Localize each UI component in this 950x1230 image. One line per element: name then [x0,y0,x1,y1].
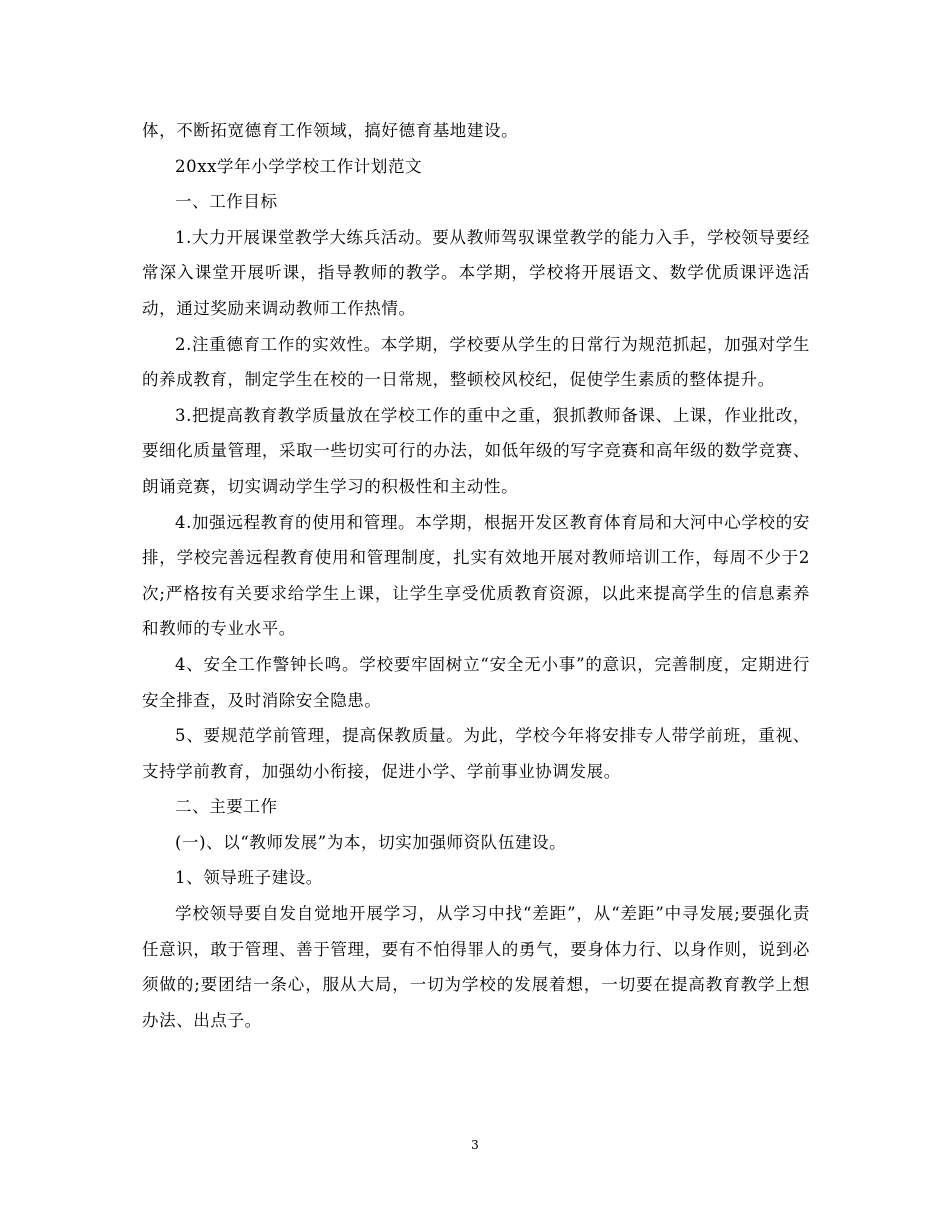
goal-item-safety: 4、安全工作警钟长鸣。学校要牢固树立“安全无小事”的意识，完善制度，定期进行安全排查，及时消除安全隐患。 [142,654,810,710]
goal-item-preschool: 5、要规范学前管理，提高保教质量。为此，学校今年将安排专人带学前班，重视、支持学前教育，加强幼小衔接，促进小学、学前事业协调发展。 [142,726,810,781]
goal-item-2: 2.注重德育工作的实效性。本学期，学校要从学生的日常行为规范抓起，加强对学生的养成教育，制定学生在校的一日常规，整顿校风校纪，促使学生素质的整体提升。 [142,334,810,390]
heading-work-goals: 一、工作目标 [175,192,278,212]
subheading-leadership: 1、领导班子建设。 [175,868,323,888]
document-section-title: 20xx学年小学学校工作计划范文 [175,156,423,176]
goal-item-4: 4.加强远程教育的使用和管理。本学期，根据开发区教育体育局和大河中心学校的安排，学校完善远程教育使用和管理制度，扎实有效地开展对教师培训工作，每周不少于2次;严格按有关要求给学生上课，让学生享受优质教育资源，以此来提高学生的信息素养和教师的专业水平。 [142,512,810,639]
paragraph-continuation: 体，不断拓宽德育工作领域，搞好德育基地建设。 [142,121,519,140]
paragraph-leadership: 学校领导要自发自觉地开展学习，从学习中找“差距”，从“差距”中寻发展;要强化责任意识，敢于管理、善于管理，要有不怕得罪人的勇气，要身体力行、以身作则，说到必须做的;要团结一条心，服从大局，一切为学校的发展着想，一切要在提高教育教学上想办法、出点子。 [142,904,810,1030]
page-number: 3 [471,1138,479,1152]
goal-item-3: 3.把提高教育教学质量放在学校工作的重中之重，狠抓教师备课、上课，作业批改，要细化质量管理，采取一些切实可行的办法，如低年级的写字竞赛和高年级的数学竞赛、朗诵竞赛，切实调动学生学习的积极性和主动性。 [142,405,810,496]
subheading-teacher-development: (一)、以“教师发展”为本，切实加强师资队伍建设。 [175,832,567,852]
document-body [142,113,810,1038]
heading-main-work: 二、主要工作 [175,797,278,817]
goal-item-1: 1.大力开展课堂教学大练兵活动。要从教师驾驭课堂教学的能力入手，学校领导要经常深入课堂开展听课，指导教师的教学。本学期，学校将开展语文、数学优质课评选活动，通过奖励来调动教师工作热情。 [142,227,810,318]
